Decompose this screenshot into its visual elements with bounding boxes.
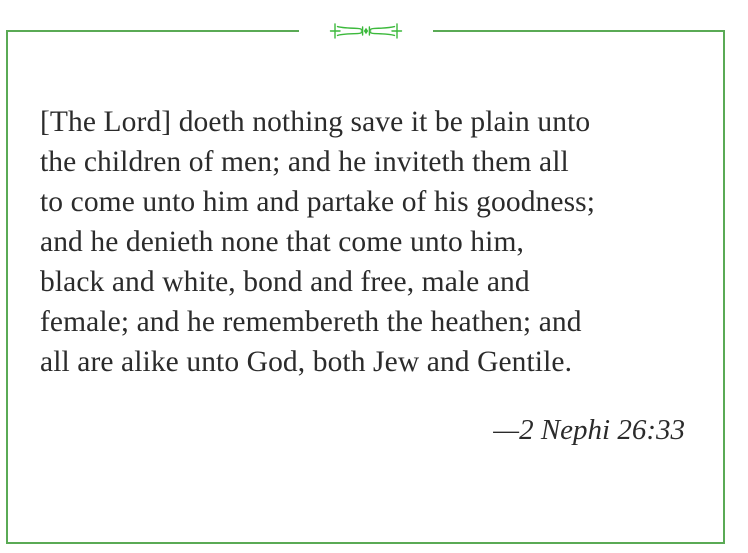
quote-line: female; and he remembereth the heathen; and [40,306,582,338]
quote-attribution: —2 Nephi 26:33 [493,414,685,446]
quote-line: all are alike unto God, both Jew and Gentile. [40,346,573,378]
quote-line: [The Lord] doeth nothing save it be plain unto [40,106,591,138]
fleuron-divider-icon [299,21,433,41]
quote-text [40,102,703,382]
quote-line: to come unto him and partake of his goodness; [40,186,596,218]
quote-line: and he denieth none that come unto him, [40,226,524,258]
quote-card [6,30,725,544]
quote-line: black and white, bond and free, male and [40,266,530,298]
quote-line: the children of men; and he inviteth them all [40,146,569,178]
